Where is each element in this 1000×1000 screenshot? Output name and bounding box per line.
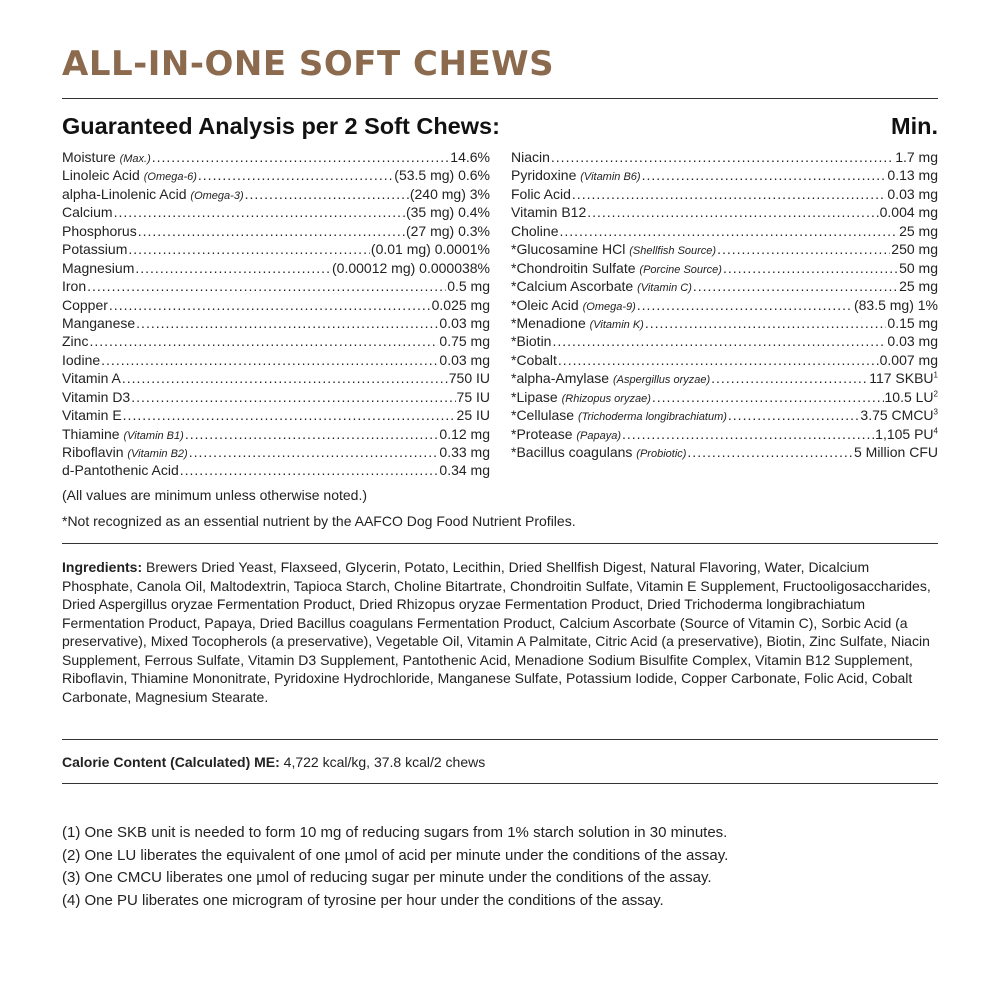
nutrient-row [62,406,490,424]
nutrient-value-text: 0.15 mg [887,314,938,331]
nutrient-row [62,425,490,443]
nutrient-value-text: (53.5 mg) 0.6% [394,167,490,184]
nutrient-source: (Porcine Source) [639,263,722,276]
dot-leader [637,296,853,314]
nutrient-source: (Omega-6) [143,171,197,184]
nutrient-name: Zinc [62,333,89,350]
nutrient-name: *alpha-Amylase [511,370,610,387]
nutrient-row [62,314,490,332]
dot-leader [642,166,887,184]
divider [62,543,938,544]
nutrient-row [511,425,938,443]
nutrient-row [511,222,938,240]
dot-leader [551,148,894,166]
nutrient-value [854,296,938,314]
dot-leader [245,185,409,203]
dot-leader [652,388,884,406]
nutrient-name: Linoleic Acid [62,167,140,184]
nutrient-row [62,185,490,203]
nutrient-name: *Lipase [511,388,558,405]
nutrient-value [899,222,938,240]
nutrient-name: Copper [62,296,108,313]
nutrient-source: (Vitamin B6) [580,171,641,184]
nutrient-value [887,332,938,350]
dot-leader [109,296,431,314]
nutrient-row [62,332,490,350]
nutrient-name: *Biotin [511,333,552,350]
nutrient-value [447,277,490,295]
nutrient-value-text: 0.34 mg [439,462,490,479]
nutrient-source: (Omega-3) [190,189,244,202]
dot-leader [87,277,446,295]
nutrient-value [439,351,490,369]
nutrient-value-text: 0.03 mg [439,314,490,331]
nutrient-row [511,332,938,350]
footnote-2: (2) One LU liberates the equivalent of one µmol of acid per minute under the conditions of the assay. [62,846,729,864]
nutrient-row [511,296,938,314]
dot-leader [101,351,438,369]
nutrient-name: Vitamin D3 [62,388,131,405]
analysis-heading: Guaranteed Analysis per 2 Soft Chews: [62,113,500,139]
nutrient-value [891,240,938,258]
page-title: ALL-IN-ONE SOFT CHEWS [62,44,555,84]
dot-leader [558,351,879,369]
nutrient-value [860,406,938,424]
dot-leader [687,443,853,461]
dot-leader [622,425,874,443]
nutrient-source: (Probiotic) [636,448,687,460]
dot-leader [728,406,860,424]
footnote-marker: 4 [933,425,938,435]
nutrient-value [371,240,490,258]
nutrient-name: Iron [62,278,87,295]
dot-leader [552,332,886,350]
nutrient-name: Magnesium [62,259,135,276]
dot-leader [559,222,898,240]
nutrient-value [432,296,490,314]
calorie-label: Calorie Content (Calculated) ME: [62,754,280,770]
nutrient-name: Moisture [62,149,116,165]
nutrient-row [511,406,938,424]
nutrient-row [62,222,490,240]
minimum-note: (All values are minimum unless otherwise noted.) [62,487,368,503]
nutrient-value [394,166,490,184]
nutrient-row [511,277,938,295]
dot-leader [180,461,439,479]
calorie-text: 4,722 kcal/kg, 37.8 kcal/2 chews [279,754,486,770]
nutrient-value [410,185,490,203]
nutrient-name: Pyridoxine [511,167,577,184]
divider [62,739,938,740]
nutrient-name: *Oleic Acid [511,296,579,313]
nutrient-value-text: 0.007 mg [879,351,938,368]
dot-leader [152,148,450,166]
nutrient-value [450,148,490,166]
nutrient-source: (Vitamin K) [589,318,644,331]
nutrient-value-text: 1,105 PU [875,425,934,442]
nutrient-value-text: 25 mg [899,222,938,239]
nutrient-value-text: 0.025 mg [431,296,490,313]
nutrient-source: (Rhizopus oryzae) [561,392,651,405]
min-label: Min. [891,113,938,139]
nutrient-name: Vitamin A [62,370,121,387]
nutrient-name: *Chondroitin Sulfate [511,259,636,276]
nutrient-value-text: 0.03 mg [887,333,938,350]
nutrient-source: (Vitamin B1) [123,429,184,442]
nutrient-name: Vitamin E [62,407,122,424]
dot-leader [185,425,439,443]
nutrient-row [511,369,938,387]
aafco-note: *Not recognized as an essential nutrient by the AAFCO Dog Food Nutrient Profiles. [62,513,576,529]
nutrient-name: Choline [511,222,559,239]
nutrient-row [62,203,490,221]
ingredients-label: Ingredients: [62,559,143,575]
nutrient-source: (Trichoderma longibrachiatum) [577,411,727,424]
nutrient-value [899,259,938,277]
nutrient-value-text: 75 IU [456,388,490,405]
nutrient-row [62,351,490,369]
dot-leader [189,443,439,461]
nutrient-name: alpha-Linolenic Acid [62,185,187,202]
nutrient-row [511,388,938,406]
nutrient-value-text: 0.5 mg [447,278,490,295]
nutrient-row [511,259,938,277]
ingredients-text: Brewers Dried Yeast, Flaxseed, Glycerin, Potato, Lecithin, Dried Shellfish Digest, Natural Flavoring, Water, Dicalcium Phosphate, Canola Oil, Maltodextrin, Tapioca Starch, Choline Bitartrate, Chondroitin Sulfate, Vitamin E Supplement, Fructooligosaccharides, Dried Aspergillus oryzae Fermentation Product, Dried Rhizopus oryzae Fermentation Product, Dried Trichoderma longibrachiatum Fermentation Product, Papaya, Dried Bacillus coagulans Fermentation Product, Calcium Ascorbate (Source of Vitamin C), Sorbic Acid (a preservative), Mixed Tocopherols (a preservative), Vegetable Oil, Vitamin A Palmitate, Citric Acid (a preservative), Biotin, Zinc Sulfate, Niacin Supplement, Ferrous Sulfate, Vitamin D3 Supplement, Pantothenic Acid, Menadione Sodium Bisulfite Complex, Vitamin B12 Supplement, Riboflavin, Thiamine Mononitrate, Pyridoxine Hydrochloride, Manganese Sulfate, Potassium Iodide, Copper Carbonate, Folic Acid, Cobalt Carbonate, Magnesium Stearate. [62,559,931,705]
nutrient-name: Iodine [62,351,101,368]
nutrient-source: (Papaya) [576,429,622,442]
nutrient-value-text: 1.7 mg [895,149,938,165]
nutrient-name: *Cellulase [511,407,575,424]
nutrient-name: Niacin [511,149,550,165]
nutrient-source: (Omega-9) [582,300,636,313]
nutrient-value [885,388,939,406]
nutrient-source: (Aspergillus oryzae) [612,374,711,387]
nutrient-row [62,388,490,406]
footnote-4: (4) One PU liberates one microgram of tyrosine per hour under the conditions of the assay. [62,891,664,909]
nutrient-value-text: 750 IU [448,370,490,387]
nutrient-value [439,314,490,332]
nutrient-value [406,222,490,240]
nutrient-name: *Calcium Ascorbate [511,278,634,295]
nutrient-name: Riboflavin [62,444,124,460]
ingredients-section [62,558,942,706]
dot-leader [114,203,405,221]
dot-leader [572,185,886,203]
nutrient-value [439,461,490,479]
nutrient-value [880,203,938,221]
nutrient-value-text: (0.00012 mg) 0.000038% [332,259,490,276]
nutrient-value-text: (27 mg) 0.3% [405,222,490,239]
nutrient-value [406,203,490,221]
nutrient-value-text: 0.75 mg [439,333,490,350]
nutrient-value [854,443,938,461]
dot-leader [131,388,455,406]
nutrient-list-left [62,148,490,480]
guaranteed-analysis-header [62,113,938,140]
dot-leader [128,240,370,258]
nutrient-row [511,185,938,203]
nutrient-value-text: (0.01 mg) 0.0001% [370,241,490,258]
dot-leader [135,259,331,277]
nutrient-row [62,369,490,387]
nutrient-name: *Bacillus coagulans [511,444,633,460]
nutrient-row [62,461,490,479]
nutrient-value-text: 0.03 mg [887,185,938,202]
nutrient-value-text: 10.5 LU [884,388,934,405]
nutrient-value [449,369,490,387]
nutrient-value-text: (240 mg) 3% [409,185,490,202]
nutrient-value-text: 14.6% [450,149,490,165]
nutrient-name: *Cobalt [511,351,557,368]
nutrient-row [511,314,938,332]
nutrient-row [511,351,938,369]
dot-leader [138,222,405,240]
nutrient-value-text: 3.75 CMCU [860,407,934,424]
nutrient-value-text: 0.03 mg [439,351,490,368]
nutrient-value [332,259,490,277]
nutrient-name: Calcium [62,204,113,221]
nutrient-row [62,148,490,166]
nutrient-source: (Max.) [119,153,151,165]
nutrient-value-text: 250 mg [891,241,938,258]
dot-leader [723,259,898,277]
footnote-marker: 2 [933,389,938,399]
nutrient-name: *Protease [511,425,573,442]
footnote-marker: 3 [933,407,938,417]
nutrient-value [880,351,938,369]
nutrient-name: Manganese [62,314,136,331]
nutrient-value-text: 0.13 mg [887,167,938,184]
nutrient-value [887,166,938,184]
nutrient-row [62,443,490,461]
nutrient-value-text: 5 Million CFU [853,444,938,460]
dot-leader [89,332,438,350]
dot-leader [693,277,898,295]
nutrient-value-text: 0.12 mg [439,425,490,442]
nutrient-value-text: (83.5 mg) 1% [853,296,938,313]
footnote-1: (1) One SKB unit is needed to form 10 mg of reducing sugars from 1% starch solution in 30 minutes. [62,824,728,841]
dot-leader [198,166,393,184]
nutrient-row [511,166,938,184]
nutrient-row [62,259,490,277]
nutrient-value [439,332,490,350]
nutrient-name: d-Pantothenic Acid [62,462,179,479]
nutrient-value [875,425,938,443]
footnote-marker: 1 [933,370,938,380]
nutrient-name: Folic Acid [511,185,571,202]
nutrient-row [62,296,490,314]
nutrient-value-text: 0.33 mg [439,444,490,460]
nutrient-row [62,277,490,295]
nutrient-value-text: 25 IU [456,407,490,424]
footnote-3: (3) One CMCU liberates one µmol of reducing sugar per minute under the conditions of the assay. [62,869,712,886]
nutrient-value-text: 0.004 mg [879,204,938,221]
dot-leader [136,314,438,332]
nutrient-source: (Vitamin B2) [127,448,188,460]
nutrient-value [439,443,490,461]
footnotes [62,822,728,912]
nutrient-name: Potassium [62,241,128,258]
nutrient-value-text: 25 mg [899,278,938,295]
nutrient-row [62,166,490,184]
nutrient-value [457,388,490,406]
nutrient-name: *Glucosamine HCl [511,241,626,258]
dot-leader [587,203,878,221]
nutrient-name: Thiamine [62,425,120,442]
nutrient-name: *Menadione [511,314,586,331]
nutrient-row [511,203,938,221]
nutrient-value [899,277,938,295]
dot-leader [122,369,448,387]
nutrient-value [895,148,938,166]
dot-leader [711,369,868,387]
dot-leader [123,406,456,424]
nutrient-row [511,240,938,258]
nutrient-value-text: (35 mg) 0.4% [405,204,490,221]
nutrient-row [511,148,938,166]
dot-leader [645,314,887,332]
nutrient-list-right [511,148,938,461]
nutrient-source: (Vitamin C) [637,282,692,295]
divider [62,783,938,784]
calorie-content [62,754,485,770]
dot-leader [717,240,890,258]
nutrient-value-text: 117 SKBU [869,370,934,387]
nutrient-value [887,314,938,332]
nutrient-row [511,443,938,461]
nutrient-name: Vitamin B12 [511,204,587,221]
nutrient-row [62,240,490,258]
nutrient-source: (Shellfish Source) [629,245,717,258]
nutrient-value [439,425,490,443]
nutrient-value [869,369,938,387]
nutrient-value [457,406,490,424]
nutrient-name: Phosphorus [62,222,137,239]
nutrient-value-text: 50 mg [899,259,938,276]
divider [62,98,938,99]
nutrient-value [887,185,938,203]
